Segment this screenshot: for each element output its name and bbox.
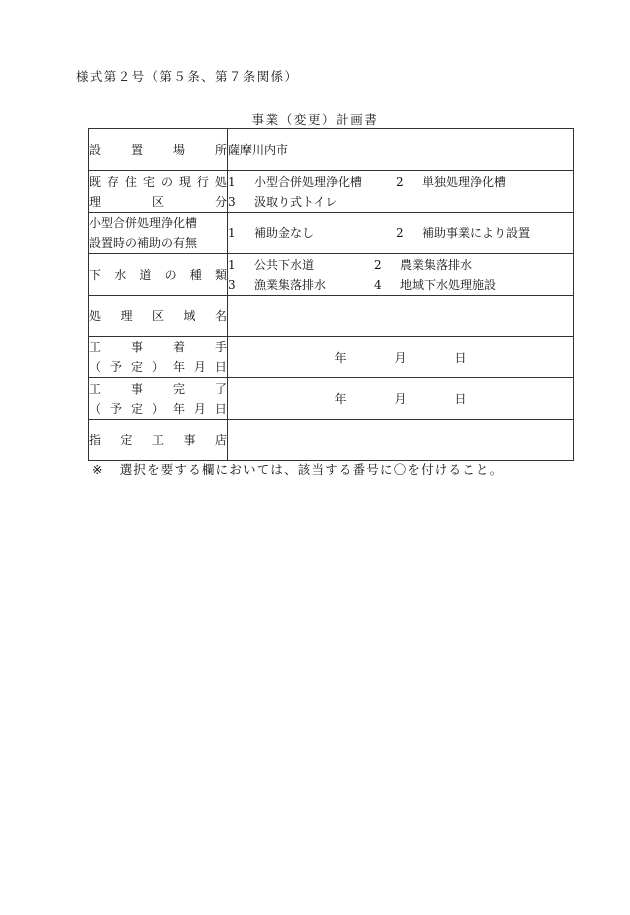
- label-char: 理: [89, 194, 102, 209]
- label-char: 域: [183, 309, 196, 323]
- label-text: [89, 306, 227, 326]
- label-sewer-type: [89, 254, 228, 296]
- row-construction-start: [89, 337, 574, 378]
- label-char: 処: [89, 309, 102, 323]
- value-subsidy: [228, 213, 574, 254]
- label-char: 所: [214, 142, 227, 157]
- label-char: 手: [214, 340, 227, 354]
- row-subsidy: [89, 213, 574, 254]
- label-char: 行: [196, 174, 209, 189]
- option-number: 2: [396, 226, 404, 240]
- label-char: 宅: [142, 174, 155, 189]
- label-char: 設: [89, 142, 102, 157]
- row-current-disposal: [89, 171, 574, 213]
- option-fishery-drainage: 漁業集落排水: [254, 277, 327, 292]
- row-sewer-type: [89, 254, 574, 296]
- option-number: 2: [396, 174, 404, 189]
- label-char: 完: [172, 381, 185, 396]
- label-char: 分: [214, 194, 227, 209]
- label-char: 類: [214, 267, 227, 282]
- year-label: 年: [334, 350, 347, 365]
- label-current-disposal: [89, 171, 228, 213]
- month-label: 月: [394, 350, 407, 365]
- label-construction-complete: [89, 378, 228, 420]
- row-construction-complete: [89, 378, 574, 420]
- day-label: 日: [454, 392, 467, 406]
- label-text: [89, 265, 227, 285]
- label-char: の: [164, 267, 177, 282]
- label-text: 小型合併処理浄化槽: [89, 216, 198, 230]
- label-char: 置: [130, 142, 143, 157]
- label-char: ）: [151, 401, 164, 416]
- document-title: 事業（変更）計画書: [251, 112, 379, 127]
- label-char: 事: [130, 340, 143, 354]
- label-char: 名: [214, 309, 227, 323]
- option-regional-sewage-facility: 地域下水処理施設: [400, 277, 497, 292]
- option-small-combined-septic: 小型合併処理浄化槽: [254, 174, 363, 189]
- label-text: [89, 430, 227, 450]
- label-char: 月: [193, 401, 206, 416]
- label-text: [89, 172, 227, 192]
- label-text: [89, 337, 227, 357]
- row-location: [89, 129, 574, 171]
- label-char: 了: [214, 381, 227, 396]
- option-agricultural-drainage: 農業集落排水: [400, 257, 473, 272]
- label-char: 種: [189, 267, 202, 282]
- label-text: [89, 357, 227, 377]
- plan-table: [88, 128, 574, 461]
- label-char: 定: [130, 401, 143, 416]
- option-public-sewer: 公共下水道: [254, 257, 315, 272]
- label-char: 工: [151, 433, 164, 447]
- label-char: 工: [89, 340, 102, 354]
- value-sewer-type: [228, 254, 574, 296]
- value-designated-contractor[interactable]: [228, 420, 574, 461]
- label-char: 予: [109, 360, 122, 374]
- option-number: 1: [228, 257, 236, 272]
- label-char: 住: [124, 174, 137, 189]
- label-char: 区: [151, 309, 164, 323]
- label-char: 月: [193, 360, 206, 374]
- label-char: 既: [89, 174, 102, 189]
- label-char: 下: [89, 267, 102, 282]
- label-text: 設置時の補助の有無: [89, 236, 198, 250]
- note-mark: ※: [92, 462, 104, 477]
- label-char: 年: [172, 401, 185, 416]
- label-char: 日: [214, 401, 227, 416]
- option-number: 3: [228, 277, 236, 292]
- option-number: 3: [228, 194, 236, 209]
- year-label: 年: [334, 392, 347, 406]
- row-designated-contractor: [89, 420, 574, 461]
- label-char: 事: [130, 381, 143, 396]
- label-char: 道: [139, 267, 152, 282]
- label-location: [89, 129, 228, 171]
- value-construction-start[interactable]: [228, 337, 574, 378]
- row-treatment-area: [89, 296, 574, 337]
- label-text: [89, 140, 227, 160]
- label-char: （: [89, 360, 102, 374]
- label-subsidy: [89, 213, 228, 254]
- label-char: （: [89, 401, 102, 416]
- label-char: の: [160, 174, 173, 189]
- label-char: 存: [106, 174, 119, 189]
- label-text: [89, 399, 227, 419]
- label-char: 定: [120, 433, 133, 447]
- option-single-septic: 単独処理浄化槽: [422, 174, 507, 189]
- value-current-disposal: [228, 171, 574, 213]
- label-char: 店: [214, 433, 227, 447]
- value-construction-complete[interactable]: [228, 378, 574, 420]
- note-text: 選択を要する欄においては、該当する番号に〇を付けること。: [119, 462, 504, 477]
- option-no-subsidy: 補助金なし: [254, 226, 315, 240]
- label-char: 定: [130, 360, 143, 374]
- label-char: 指: [89, 433, 102, 447]
- option-subsidized: 補助事業により設置: [422, 226, 531, 240]
- label-char: ）: [151, 360, 164, 374]
- label-char: 現: [178, 174, 191, 189]
- label-char: 理: [120, 309, 133, 323]
- label-designated-contractor: [89, 420, 228, 461]
- label-text: [89, 379, 227, 399]
- label-text: [89, 192, 227, 212]
- label-char: 年: [172, 360, 185, 374]
- value-location: 薩摩川内市: [228, 129, 574, 171]
- day-label: 日: [454, 350, 467, 365]
- label-char: 日: [214, 360, 227, 374]
- option-number: 1: [228, 174, 236, 189]
- label-char: 予: [109, 401, 122, 416]
- label-char: 工: [89, 381, 102, 396]
- label-construction-start: [89, 337, 228, 378]
- option-number: 2: [374, 257, 382, 272]
- label-char: 処: [214, 174, 227, 189]
- option-number: 4: [374, 277, 382, 292]
- label-char: 場: [172, 142, 185, 157]
- option-pit-toilet: 汲取り式トイレ: [254, 194, 338, 209]
- form-reference: 様式第２号（第５条、第７条関係）: [76, 69, 299, 84]
- footnote: [92, 460, 503, 478]
- label-char: 区: [151, 194, 164, 209]
- value-treatment-area[interactable]: [228, 296, 574, 337]
- label-treatment-area: [89, 296, 228, 337]
- label-char: 水: [114, 267, 127, 282]
- option-number: 1: [228, 226, 236, 240]
- label-char: 着: [172, 340, 185, 354]
- label-char: 事: [183, 433, 196, 447]
- month-label: 月: [394, 392, 407, 406]
